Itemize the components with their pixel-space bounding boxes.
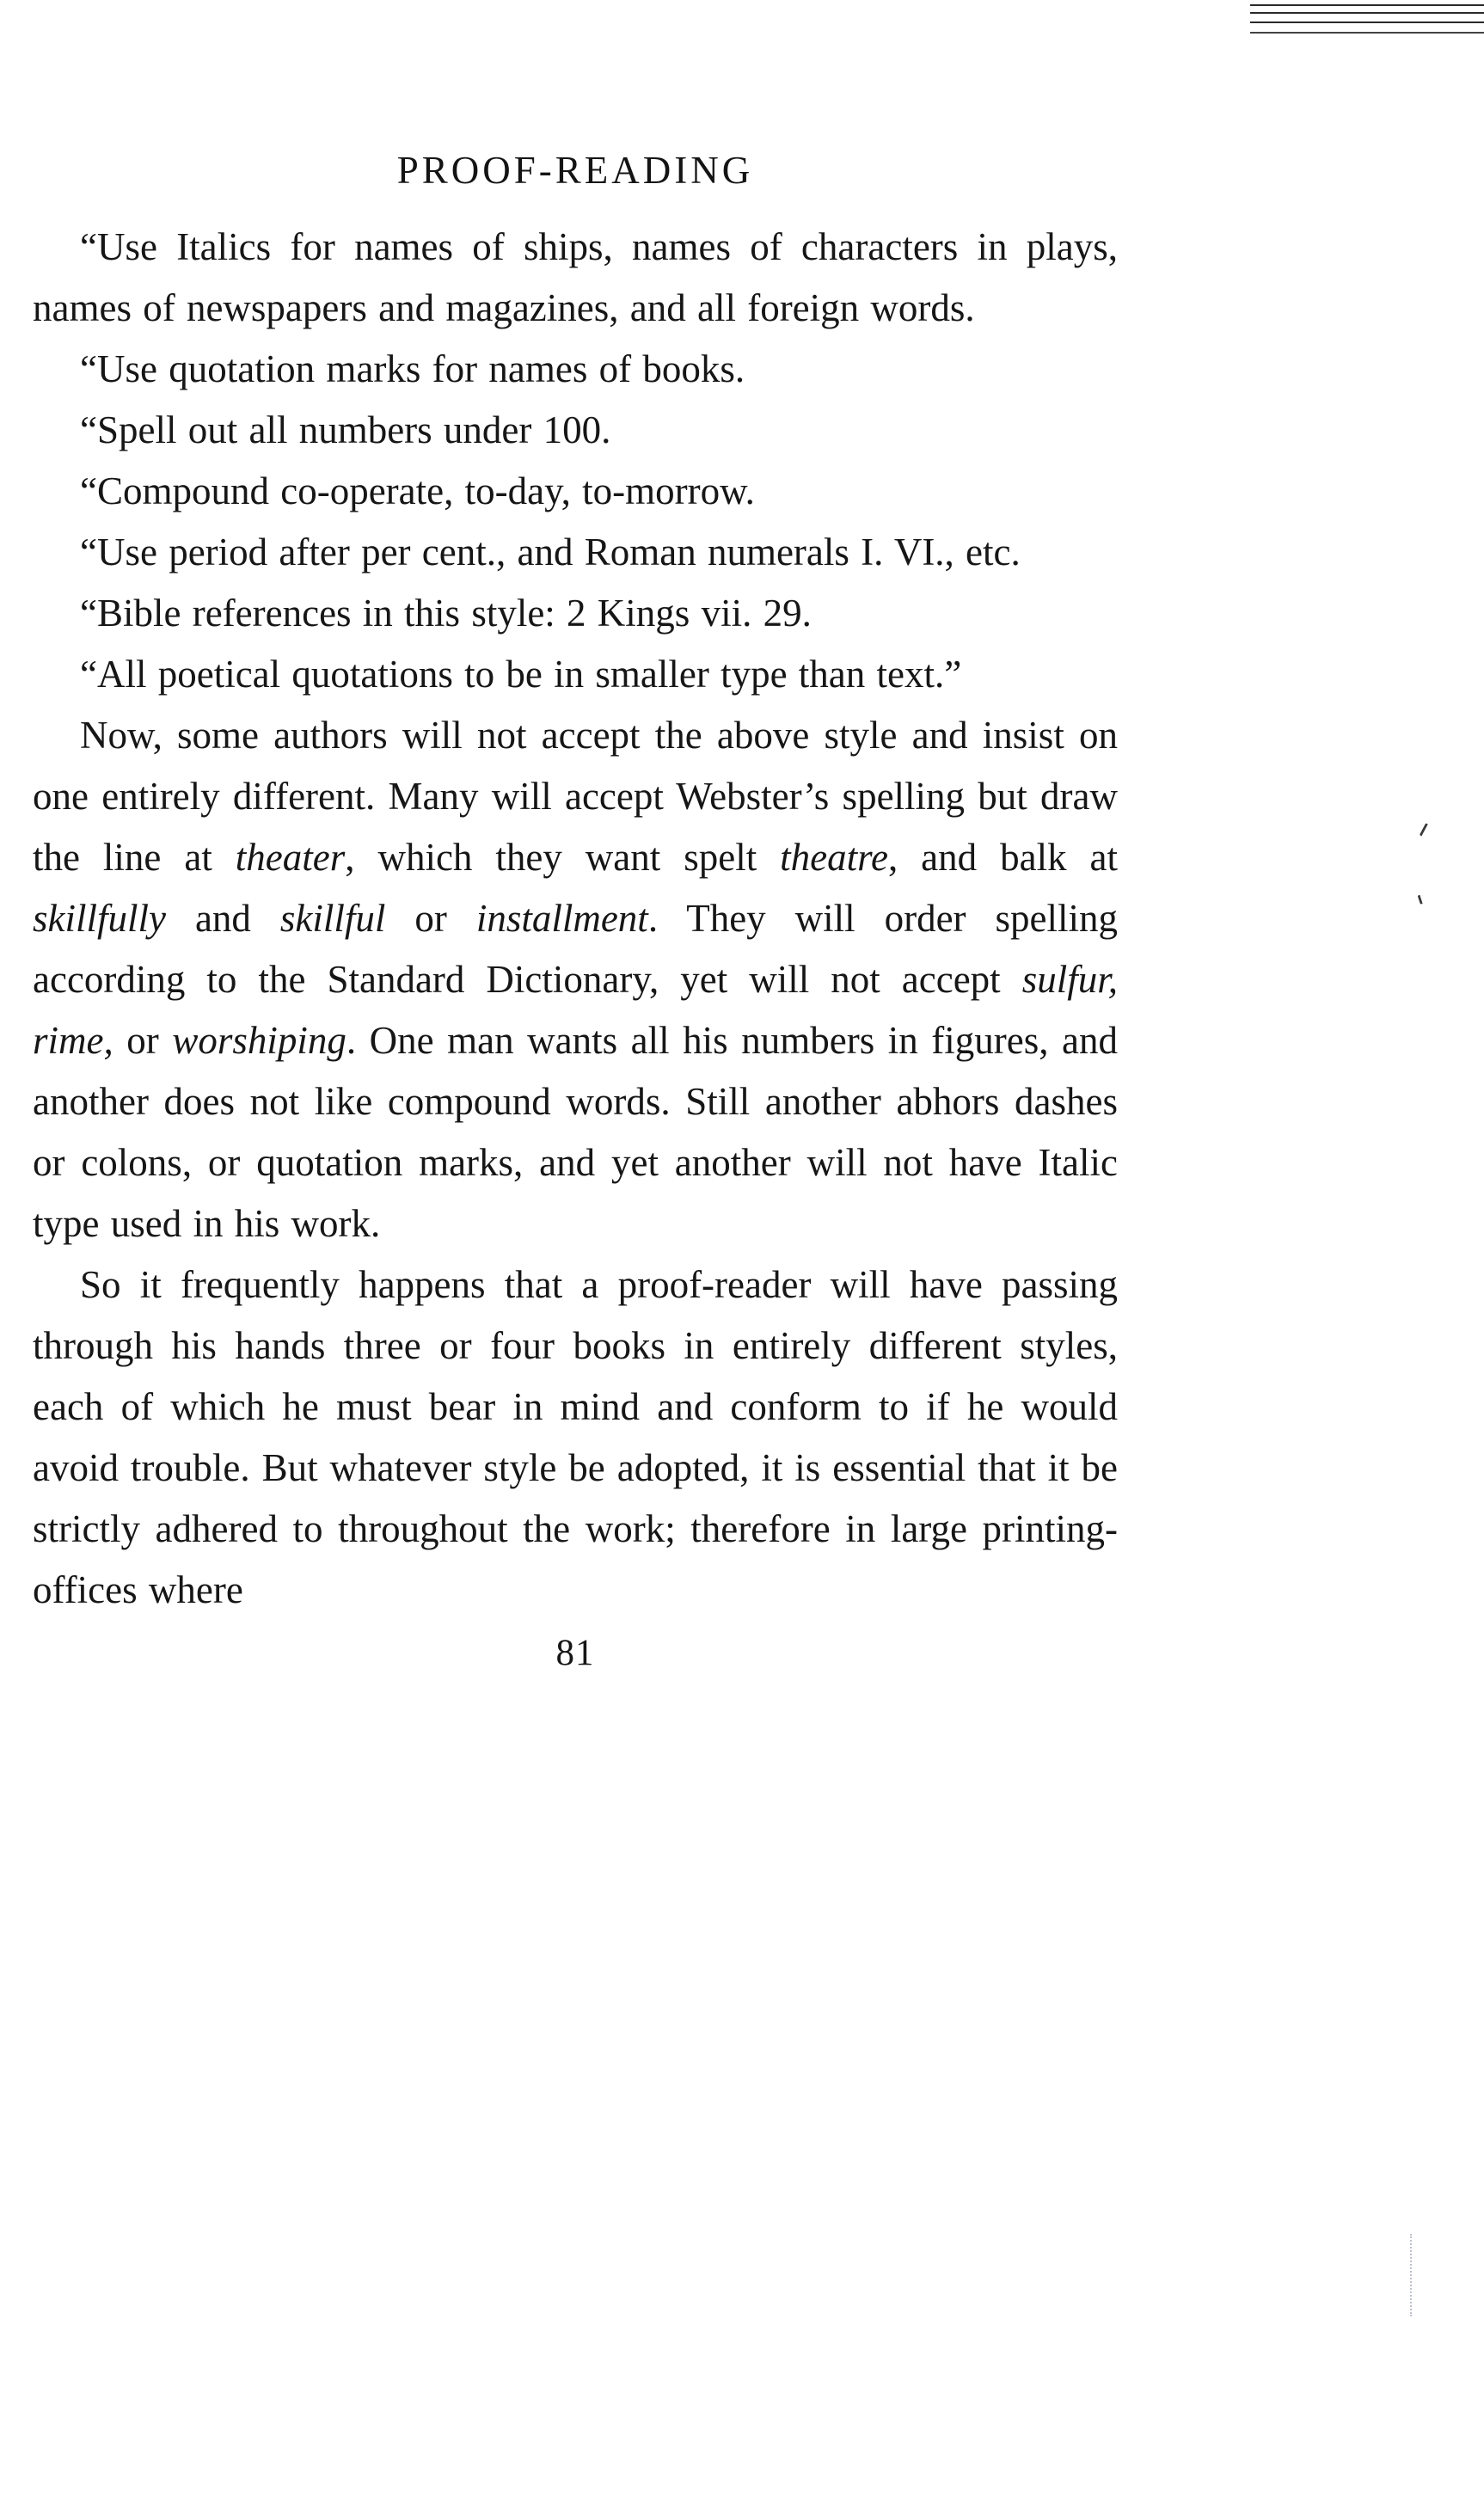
scan-artifact-top-lines (1250, 4, 1484, 6)
paragraph (33, 705, 1118, 1254)
text-run: Now, some authors will not accept the above style and insist on one entirely different. Many will accept Webster’s spelling but draw the line at (33, 714, 1118, 879)
paragraph (33, 400, 1118, 461)
text-run: “Bible references in this style: 2 Kings vii. 29. (80, 592, 812, 635)
text-run: . One man wants all his numbers in figures, and another does not like compound words. Still another abhors dashes or colons, or quotation marks, and yet another will not have Italic type used in his work. (33, 1019, 1118, 1245)
paragraph (33, 522, 1118, 583)
scan-artifact-dotted-line (1410, 2234, 1412, 2316)
scan-artifact-mark (1420, 823, 1432, 838)
text-run: or (385, 897, 476, 940)
body-text (33, 217, 1118, 1621)
text-run: “All poetical quotations to be in smaller type than text.” (80, 653, 962, 696)
page-title: PROOF-READING (396, 149, 754, 192)
italic-text-run: worshiping (172, 1019, 346, 1062)
text-run: . They will order spelling according to the Standard Dictionary, yet will not accept (33, 897, 1118, 1001)
text-block (33, 217, 1118, 1684)
italic-text-run: theater (235, 836, 346, 879)
paragraph (33, 461, 1118, 522)
text-run: “Use quotation marks for names of books. (80, 347, 745, 390)
text-run: , and balk at (887, 836, 1118, 879)
text-run: So it frequently happens that a proof-reader will have passing through his hands three or four books in entirely different styles, each of which he must bear in mind and conform to if he would avoid trouble. But whatever style be adopted, it is essential that it be strictly adhered to throughout the work; therefore in large printing-offices where (33, 1263, 1118, 1611)
paragraph (33, 217, 1118, 339)
italic-text-run: skillfully (33, 897, 166, 940)
text-run: “Use Italics for names of ships, names of characters in plays, names of newspapers and magazines, and all foreign words. (33, 225, 1118, 329)
text-run: or (113, 1019, 173, 1062)
text-run: , which they want spelt (345, 836, 781, 879)
paragraph (33, 339, 1118, 400)
paragraph (33, 644, 1118, 705)
italic-text-run: sulfur, rime, (33, 958, 1118, 1062)
text-run: “Spell out all numbers under 100. (80, 408, 611, 451)
text-run: “Use period after per cent., and Roman numerals I. VI., etc. (80, 531, 1021, 574)
text-run: and (165, 897, 280, 940)
italic-text-run: skillful (279, 897, 386, 940)
text-run: “Compound co-operate, to-day, to-morrow. (80, 469, 755, 512)
paragraph (33, 583, 1118, 644)
italic-text-run: installment (475, 897, 648, 940)
page-number: 81 (555, 1633, 595, 1673)
italic-text-run: theatre (780, 836, 888, 879)
paragraph (33, 1254, 1118, 1621)
scan-artifact-mark (1417, 893, 1426, 905)
